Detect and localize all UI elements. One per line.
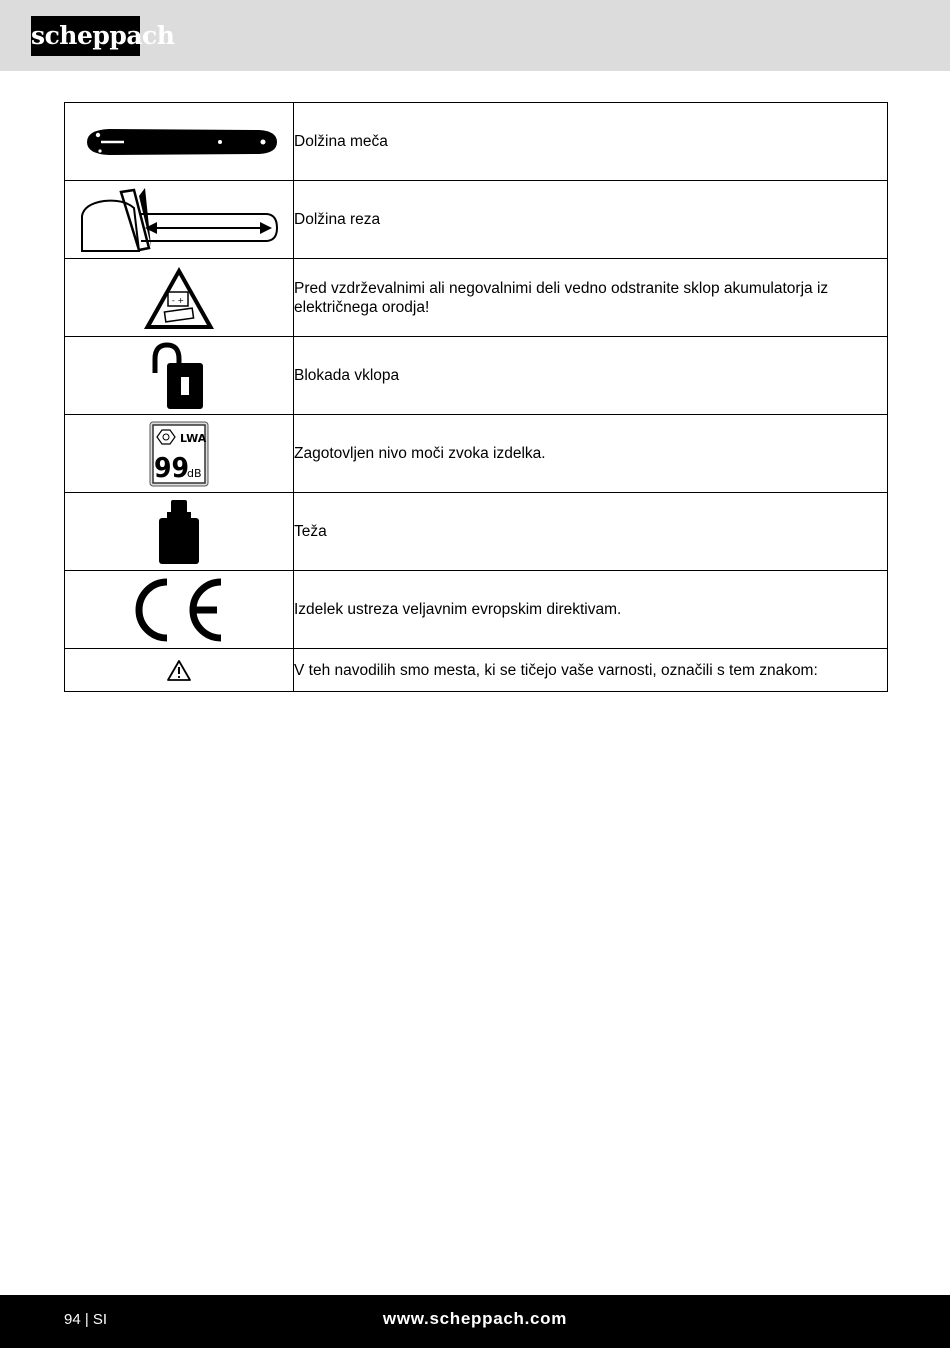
symbol-description: Dolžina meča — [294, 103, 888, 181]
table-row — [65, 337, 888, 415]
svg-text:- +: - + — [171, 295, 185, 305]
page-number: 94 | SI — [64, 1311, 108, 1328]
table-row — [65, 103, 888, 181]
warning-triangle-icon — [65, 659, 293, 681]
symbol-description: Izdelek ustreza veljavnim evropskim direktivam. — [294, 571, 888, 649]
sound-unit: dB — [187, 466, 202, 480]
symbol-description: Pred vzdrževalnimi ali negovalnimi deli vedno odstranite sklop akumulatorja iz električnega orodja! — [294, 259, 888, 337]
guide-bar-icon — [65, 122, 293, 162]
lwa-label: LWA — [180, 431, 207, 445]
sound-power-label-icon — [65, 421, 293, 487]
sound-value: 99 — [154, 450, 190, 484]
remove-battery-warning-icon — [65, 264, 293, 332]
scheppach-logo: scheppach — [31, 16, 140, 56]
cutting-length-icon — [65, 186, 293, 254]
table-row — [65, 493, 888, 571]
website-link[interactable]: www.scheppach.com — [382, 1309, 568, 1328]
page-header — [0, 0, 950, 71]
table-row — [65, 181, 888, 259]
table-row — [65, 571, 888, 649]
table-row — [65, 415, 888, 493]
symbol-description: V teh navodilih smo mesta, ki se tičejo vaše varnosti, označili s tem znakom: — [294, 649, 888, 692]
ce-mark-icon — [65, 576, 293, 644]
page-footer — [0, 1295, 950, 1348]
weight-icon — [65, 498, 293, 566]
table-row — [65, 259, 888, 337]
unlocked-padlock-icon — [65, 341, 293, 411]
symbol-description: Dolžina reza — [294, 181, 888, 259]
table-row — [65, 649, 888, 692]
symbol-description: Zagotovljen nivo moči zvoka izdelka. — [294, 415, 888, 493]
symbol-description: Blokada vklopa — [294, 337, 888, 415]
symbols-table — [64, 102, 888, 692]
symbol-description: Teža — [294, 493, 888, 571]
